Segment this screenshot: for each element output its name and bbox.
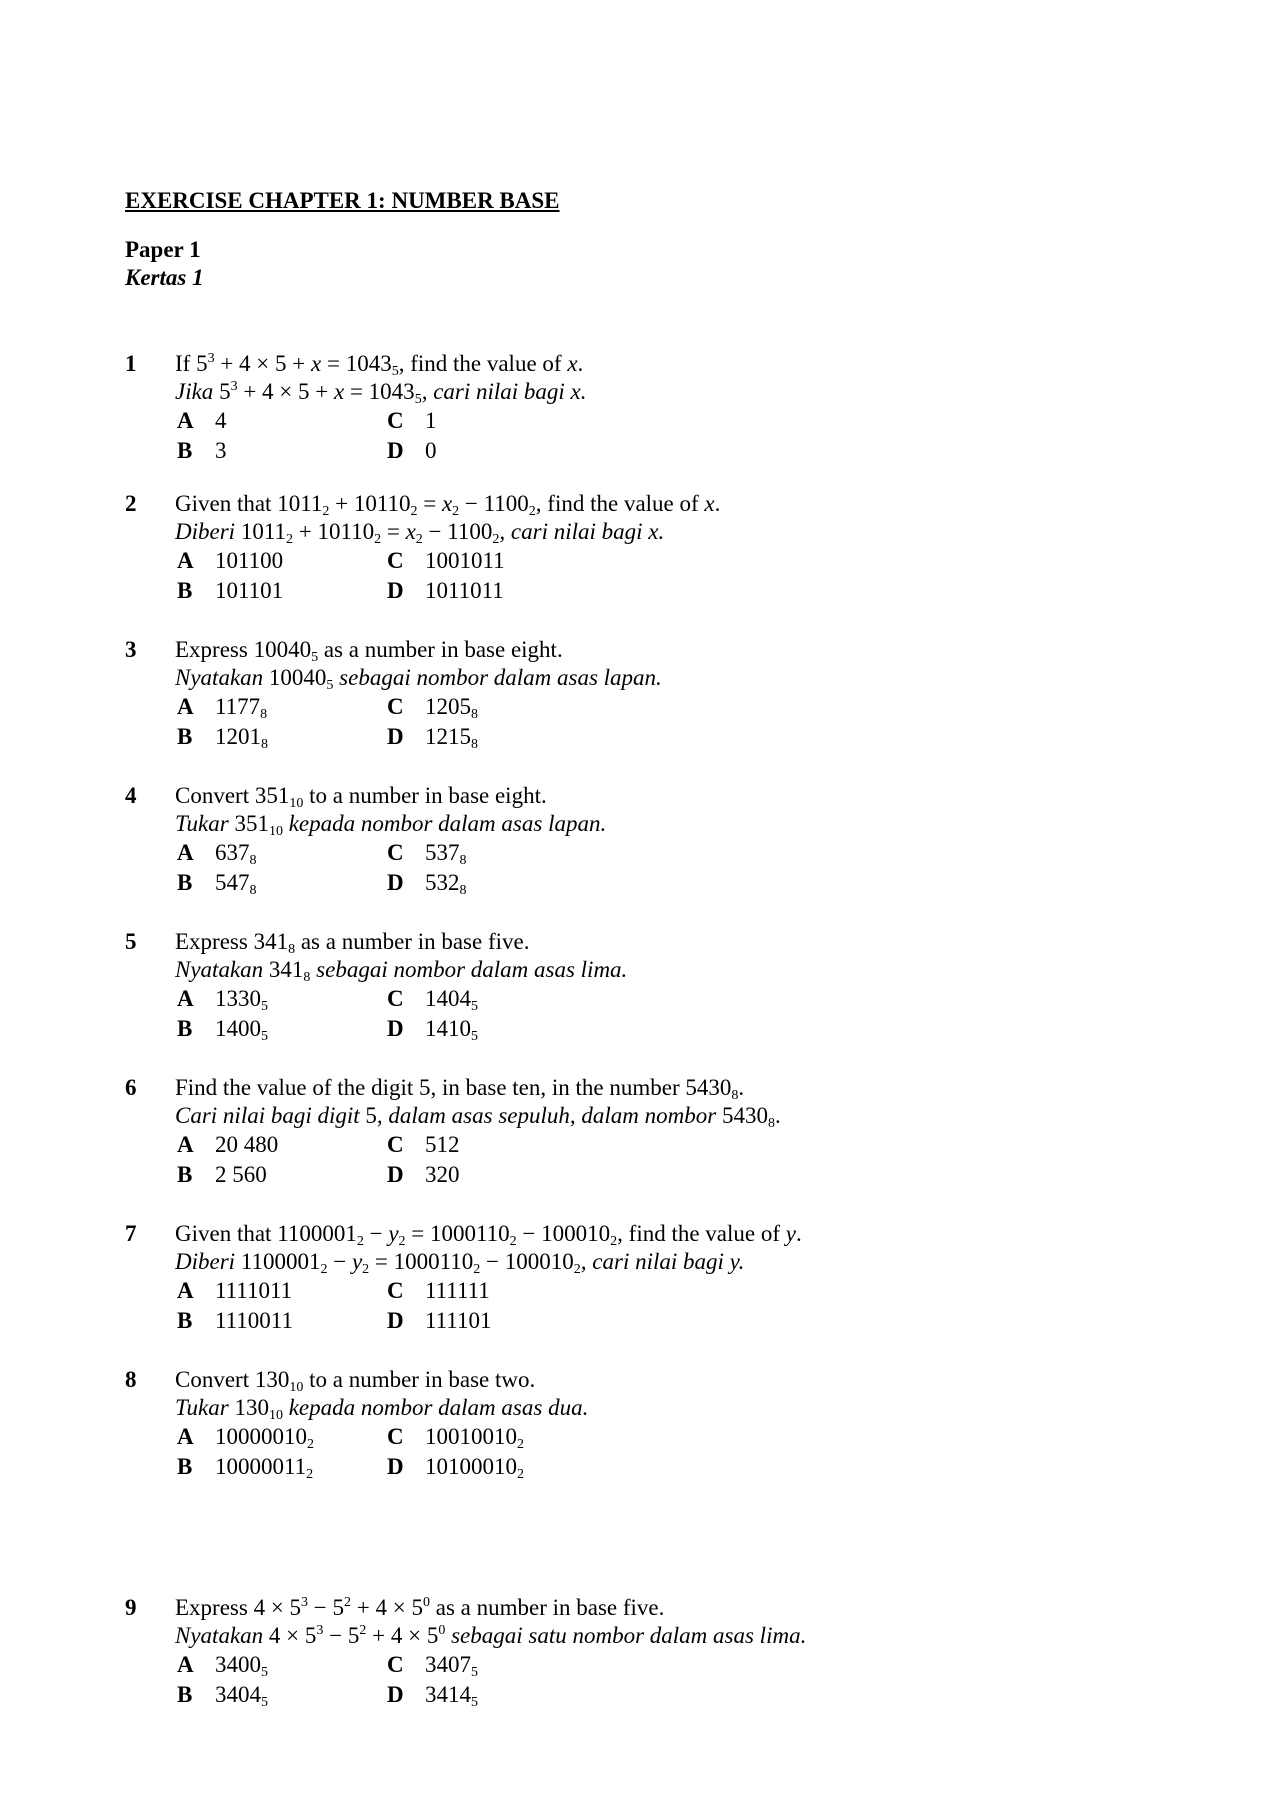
paper-label-en: Paper 1	[125, 237, 201, 262]
question-text-ms: Nyatakan $341_8$ sebagai nombor dalam asas lima.	[175, 957, 628, 985]
question-5	[125, 928, 1125, 1048]
option-d[interactable]: D $1215_8$	[387, 724, 478, 752]
question-text-en: Convert $130_{10}$ to a number in base two.	[175, 1367, 536, 1395]
option-d[interactable]: D 111101	[387, 1308, 492, 1333]
question-7	[125, 1220, 1125, 1340]
option-d[interactable]: D $3414_5$	[387, 1682, 478, 1710]
option-c[interactable]: C 1	[387, 408, 437, 433]
question-text-en: Express $4 \times 5^3 - 5^2 + 4 \times 5^0$ as a number in base five.	[175, 1595, 665, 1620]
question-number: 9	[125, 1595, 137, 1620]
question-3	[125, 636, 1125, 756]
question-text-ms: Tukar $351_{10}$ kepada nombor dalam asas lapan.	[175, 811, 607, 839]
option-a[interactable]: A 4	[177, 408, 227, 433]
question-9	[125, 1594, 1125, 1714]
question-text-en: Express $10040_5$ as a number in base eight.	[175, 637, 563, 665]
question-text-ms: Tukar $130_{10}$ kepada nombor dalam asas dua.	[175, 1395, 589, 1423]
question-text-en: If $5^3 + 4 \times 5 + x = 1043_5$, find the value of x.	[175, 351, 584, 379]
option-d[interactable]: D $532_8$	[387, 870, 467, 898]
option-a[interactable]: A 101100	[177, 548, 284, 573]
question-text-ms: Nyatakan $4 \times 5^3 - 5^2 + 4 \times 5^0$ sebagai satu nombor dalam asas lima.	[175, 1623, 807, 1648]
question-4	[125, 782, 1125, 902]
option-a[interactable]: A $1177_8$	[177, 694, 268, 722]
question-text-ms: Nyatakan $10040_5$ sebagai nombor dalam asas lapan.	[175, 665, 662, 693]
option-b[interactable]: B $1400_5$	[177, 1016, 268, 1044]
option-c[interactable]: C 1001011	[387, 548, 505, 573]
option-d[interactable]: D 0	[387, 438, 437, 463]
question-number: 6	[125, 1075, 137, 1100]
option-d[interactable]: D $10100010_2$	[387, 1454, 524, 1482]
option-d[interactable]: D 1011011	[387, 578, 504, 603]
option-c[interactable]: C 111111	[387, 1278, 490, 1303]
option-d[interactable]: D $1410_5$	[387, 1016, 478, 1044]
question-8	[125, 1366, 1125, 1486]
question-1	[125, 350, 1125, 470]
option-b[interactable]: B $547_8$	[177, 870, 257, 898]
option-b[interactable]: B $10000011_2$	[177, 1454, 314, 1482]
option-c[interactable]: C $1404_5$	[387, 986, 478, 1014]
option-b[interactable]: B $3404_5$	[177, 1682, 268, 1710]
option-a[interactable]: A $637_8$	[177, 840, 257, 868]
question-text-en: Given that $1100001_2 - y_2 = 1000110_2 - 100010_2$, find the value of y.	[175, 1221, 802, 1249]
question-text-en: Given that $1011_2 + 10110_2 = x_2 - 1100_2$, find the value of x.	[175, 491, 721, 519]
option-a[interactable]: A 1111011	[177, 1278, 293, 1303]
question-2	[125, 490, 1125, 610]
question-6	[125, 1074, 1125, 1194]
option-b[interactable]: B 3	[177, 438, 227, 463]
question-text-ms: Jika $5^3 + 4 \times 5 + x = 1043_5$, cari nilai bagi x.	[175, 379, 587, 407]
option-c[interactable]: C $537_8$	[387, 840, 467, 868]
option-b[interactable]: B $1201_8$	[177, 724, 268, 752]
option-c[interactable]: C 512	[387, 1132, 460, 1157]
question-number: 1	[125, 351, 137, 376]
question-text-ms: Diberi $1011_2 + 10110_2 = x_2 - 1100_2$, cari nilai bagi x.	[175, 519, 665, 547]
option-a[interactable]: A $10000010_2$	[177, 1424, 314, 1452]
question-number: 7	[125, 1221, 137, 1246]
option-a[interactable]: A 20 480	[177, 1132, 279, 1157]
option-d[interactable]: D 320	[387, 1162, 460, 1187]
question-number: 8	[125, 1367, 137, 1392]
option-a[interactable]: A $3400_5$	[177, 1652, 268, 1680]
question-text-en: Express $341_8$ as a number in base five.	[175, 929, 530, 957]
question-text-ms: Diberi $1100001_2 - y_2 = 1000110_2 - 100010_2$, cari nilai bagi y.	[175, 1249, 745, 1277]
paper-heading	[125, 236, 204, 292]
option-c[interactable]: C $3407_5$	[387, 1652, 478, 1680]
question-number: 2	[125, 491, 137, 516]
option-a[interactable]: A $1330_5$	[177, 986, 268, 1014]
page-title: EXERCISE CHAPTER 1: NUMBER BASE	[125, 188, 560, 213]
question-text-en: Find the value of the digit 5, in base ten, in the number $5430_8$.	[175, 1075, 745, 1103]
question-text-en: Convert $351_{10}$ to a number in base eight.	[175, 783, 547, 811]
question-number: 5	[125, 929, 137, 954]
option-c[interactable]: C $10010010_2$	[387, 1424, 524, 1452]
option-c[interactable]: C $1205_8$	[387, 694, 478, 722]
question-text-ms: Cari nilai bagi digit 5, dalam asas sepuluh, dalam nombor $5430_8$.	[175, 1103, 781, 1131]
option-b[interactable]: B 1110011	[177, 1308, 293, 1333]
option-b[interactable]: B 2 560	[177, 1162, 267, 1187]
option-b[interactable]: B 101101	[177, 578, 284, 603]
question-number: 4	[125, 783, 137, 808]
question-number: 3	[125, 637, 137, 662]
paper-label-ms: Kertas 1	[125, 265, 204, 290]
